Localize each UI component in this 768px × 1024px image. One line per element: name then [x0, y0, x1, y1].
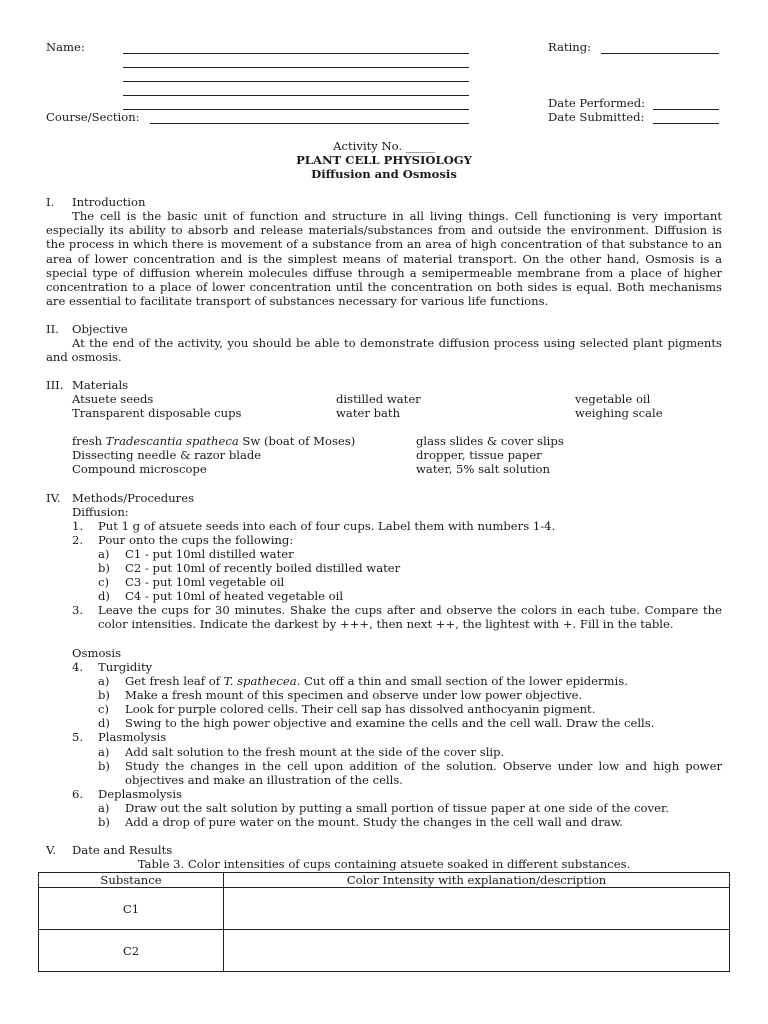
date-performed-line[interactable] [653, 109, 719, 110]
name-line-2[interactable] [123, 67, 469, 68]
step-text: Leave the cups for 30 minutes. Shake the cups after and observe the colors in each tube. Compare the color intensities. Indicate the darkest by +++, then next ++, the lightest with +. Fill in the table. [98, 603, 722, 632]
substep-text: Look for purple colored cells. Their cell sap has dissolved anthocyanin pigment. [125, 702, 596, 716]
section-heading: Date and Results [72, 843, 173, 857]
step-number: 6. [72, 787, 84, 801]
substep-label: d) [98, 716, 110, 730]
rating-line[interactable] [601, 53, 719, 54]
step-number: 5. [72, 730, 84, 744]
substance-cell: C1 [39, 888, 224, 930]
substep-label: b) [98, 688, 110, 702]
column-header-color-intensity: Color Intensity with explanation/description [224, 873, 730, 888]
substep-text: Draw out the salt solution by putting a small portion of tissue paper at one side of the cover. [125, 801, 669, 815]
species-name: T. spathecea [223, 674, 297, 688]
section-heading: Introduction [72, 195, 146, 209]
name-line-4[interactable] [123, 95, 469, 96]
date-submitted-line[interactable] [653, 123, 719, 124]
substep-label: d) [98, 589, 110, 603]
substep-label: a) [98, 674, 110, 688]
substep-label: c) [98, 575, 110, 589]
material-item [72, 434, 355, 448]
material-item: vegetable oil [575, 392, 651, 406]
table-header-row [39, 873, 730, 888]
material-item: Atsuete seeds [72, 392, 154, 406]
step-number: 4. [72, 660, 84, 674]
substep-text: C3 - put 10ml vegetable oil [125, 575, 285, 589]
course-line[interactable] [150, 123, 469, 124]
step-text: Deplasmolysis [98, 787, 182, 801]
section-number: III. [46, 378, 64, 392]
subheading-osmosis: Osmosis [72, 646, 122, 660]
section-heading: Materials [72, 378, 129, 392]
subheading-diffusion: Diffusion: [72, 505, 129, 519]
step-number: 1. [72, 519, 84, 533]
name-line-1[interactable] [123, 53, 469, 54]
step-text: Plasmolysis [98, 730, 167, 744]
rating-label: Rating: [548, 40, 592, 54]
column-header-substance: Substance [39, 873, 224, 888]
table-row [39, 930, 730, 972]
step-text: Put 1 g of atsuete seeds into each of four cups. Label them with numbers 1-4. [98, 519, 556, 533]
substep-text: Add a drop of pure water on the mount. Study the changes in the cell wall and draw. [125, 815, 623, 829]
substep-label: b) [98, 815, 110, 829]
species-name: Tradescantia spatheca [105, 434, 239, 448]
substance-cell: C2 [39, 930, 224, 972]
name-label: Name: [46, 40, 85, 54]
material-item: Dissecting needle & razor blade [72, 448, 262, 462]
activity-number: Activity No. _____ [333, 139, 435, 153]
course-label: Course/Section: [46, 110, 140, 124]
substep-text-part: . Cut off a thin and small section of the lower epidermis. [296, 674, 628, 688]
objective-paragraph: At the end of the activity, you should be able to demonstrate diffusion process using selected plant pigments and osmosis. [46, 336, 722, 365]
section-number: I. [46, 195, 55, 209]
step-text: Pour onto the cups the following: [98, 533, 294, 547]
substep-text: C2 - put 10ml of recently boiled distilled water [125, 561, 401, 575]
substep-text-part: Get fresh leaf of [125, 674, 224, 688]
section-number: IV. [46, 491, 61, 505]
section-number: V. [46, 843, 57, 857]
section-heading: Objective [72, 322, 128, 336]
table-caption: Table 3. Color intensities of cups containing atsuete soaked in different substances. [137, 857, 631, 871]
substep-label: a) [98, 745, 110, 759]
date-submitted-label: Date Submitted: [548, 110, 645, 124]
results-table [38, 872, 730, 972]
intro-paragraph: The cell is the basic unit of function and structure in all living things. Cell functioning is very important especially its ability to absorb and release materials/substances from and outside the environment. Diffusion is the process in which there is movement of a substance from an area of high concentration of that substance to an area of lower concentration and is the simplest means of material transport. On the other hand, Osmosis is a special type of diffusion wherein molecules diffuse through a semipermeable membrane from a place of higher concentration to a place of lower concentration until the concentration on both sides is equal. Both mechanisms are essential to facilitate transport of substances necessary for various life functions. [46, 209, 722, 309]
substep-text: Swing to the high power objective and examine the cells and the cell wall. Draw the cells. [125, 716, 655, 730]
section-heading: Methods/Procedures [72, 491, 195, 505]
substep-text [125, 674, 628, 688]
step-number: 3. [72, 603, 84, 617]
substep-text: Make a fresh mount of this specimen and observe under low power objective. [125, 688, 583, 702]
color-intensity-cell[interactable] [224, 930, 730, 972]
material-text: Sw (boat of Moses) [238, 434, 356, 448]
name-line-5[interactable] [123, 109, 469, 110]
material-item: distilled water [336, 392, 421, 406]
section-number: II. [46, 322, 59, 336]
substep-label: c) [98, 702, 110, 716]
material-item: water, 5% salt solution [416, 462, 550, 476]
substep-text: Add salt solution to the fresh mount at the side of the cover slip. [125, 745, 505, 759]
material-item: dropper, tissue paper [416, 448, 542, 462]
material-item: weighing scale [575, 406, 663, 420]
material-item: Transparent disposable cups [72, 406, 242, 420]
substep-text: C1 - put 10ml distilled water [125, 547, 294, 561]
substep-label: b) [98, 759, 110, 773]
color-intensity-cell[interactable] [224, 888, 730, 930]
substep-label: a) [98, 801, 110, 815]
material-item: Compound microscope [72, 462, 207, 476]
name-line-3[interactable] [123, 81, 469, 82]
step-text: Turgidity [98, 660, 153, 674]
substep-label: b) [98, 561, 110, 575]
material-item: water bath [336, 406, 401, 420]
date-performed-label: Date Performed: [548, 96, 646, 110]
material-item: glass slides & cover slips [416, 434, 564, 448]
material-text: fresh [72, 434, 106, 448]
step-number: 2. [72, 533, 84, 547]
page-subtitle: Diffusion and Osmosis [311, 167, 457, 181]
table-row [39, 888, 730, 930]
substep-text: Study the changes in the cell upon addition of the solution. Observe under low and high power objectives and make an illustration of the cells. [125, 759, 722, 788]
substep-text: C4 - put 10ml of heated vegetable oil [125, 589, 344, 603]
substep-label: a) [98, 547, 110, 561]
page-title: PLANT CELL PHYSIOLOGY [296, 153, 472, 167]
